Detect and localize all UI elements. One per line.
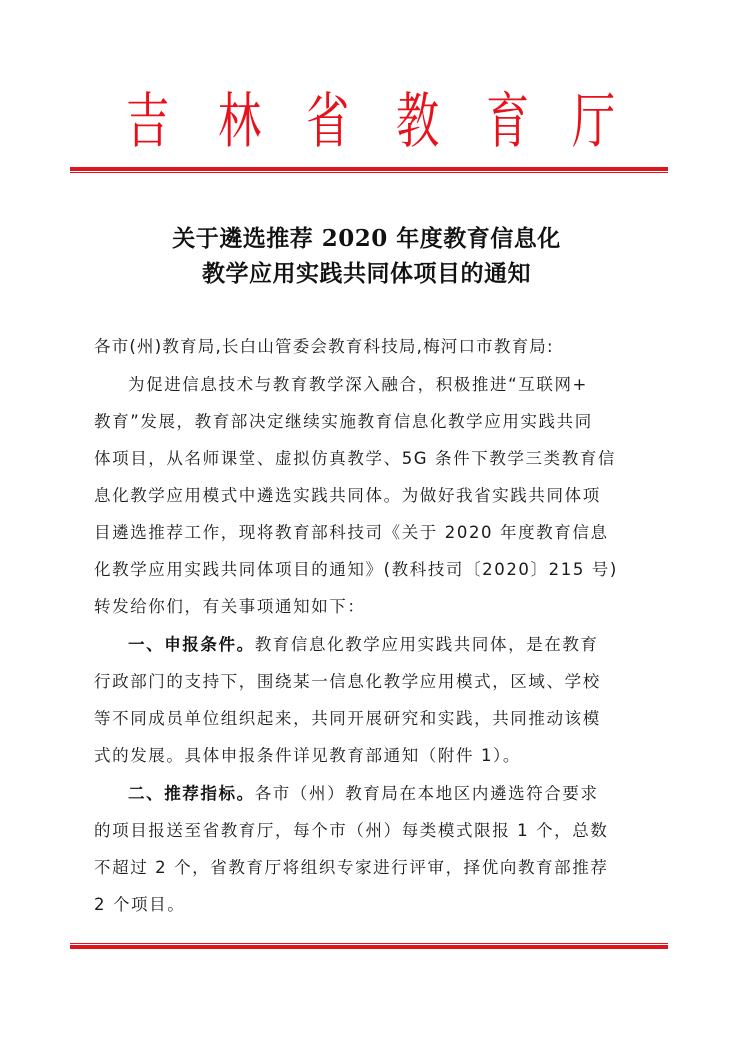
paragraph-line: 息化教学应用模式中遴选实践共同体。为做好我省实践共同体项: [94, 486, 601, 505]
masthead-char: 教: [396, 87, 440, 157]
divider-thin-line: [70, 943, 668, 944]
masthead-char: 吉: [126, 87, 170, 157]
paragraph-line: 为促进信息技术与教育教学深入融合，积极推进“互联网+: [128, 375, 588, 394]
paragraph-line: 教育”发展，教育部决定继续实施教育信息化教学应用实践共同: [94, 412, 593, 431]
paragraph-line: 转发给你们，有关事项通知如下：: [94, 597, 366, 616]
masthead: [0, 84, 733, 160]
paragraph-line: 2 个项目。: [94, 895, 186, 914]
masthead-char: 林: [218, 87, 262, 157]
paragraph-line: 不超过 2 个，省教育厅将组织专家进行评审，择优向教育部推荐: [94, 858, 609, 877]
paragraph-line: 化教学应用实践共同体项目的通知》(教科技司〔2020〕215 号): [94, 560, 618, 579]
document-title-line-2: 教学应用实践共同体项目的通知: [202, 260, 531, 287]
section-2-first-line: [128, 780, 599, 804]
paragraph-line: 等不同成员单位组织起来，共同开展研究和实践，共同推动该模: [94, 709, 601, 728]
section-1-first-line: [128, 631, 599, 655]
paragraph-line: 行政部门的支持下，围绕某一信息化教学应用模式，区域、学校: [94, 672, 601, 691]
masthead-char: 省: [306, 87, 350, 157]
divider-thick-line: [70, 945, 668, 949]
salutation: 各市(州)教育局,长白山管委会教育科技局,梅河口市教育局:: [94, 337, 554, 356]
paragraph-line: 式的发展。具体申报条件详见教育部通知（附件 1）。: [94, 746, 521, 765]
document-title-line-1: 关于遴选推荐 2020 年度教育信息化: [172, 225, 561, 252]
footer-divider: [70, 943, 668, 950]
masthead-char: 育: [486, 87, 530, 157]
section-2-heading: 二、推荐指标。: [128, 784, 255, 803]
masthead-char: 厅: [572, 87, 616, 157]
paragraph-line: 体项目，从名师课堂、虚拟仿真教学、5G 条件下教学三类教育信: [94, 449, 617, 468]
section-2-text: 各市（州）教育局在本地区内遴选符合要求: [254, 784, 599, 803]
divider-thick-line: [70, 167, 668, 171]
paragraph-line: 的项目报送至省教育厅，每个市（州）每类模式限报 1 个，总数: [94, 821, 609, 840]
paragraph-line: 目遴选推荐工作，现将教育部科技司《关于 2020 年度教育信息: [94, 523, 609, 542]
header-divider: [70, 167, 668, 174]
section-1-heading: 一、申报条件。: [128, 635, 255, 654]
divider-thin-line: [70, 172, 668, 173]
section-1-text: 教育信息化教学应用实践共同体，是在教育: [254, 635, 599, 654]
